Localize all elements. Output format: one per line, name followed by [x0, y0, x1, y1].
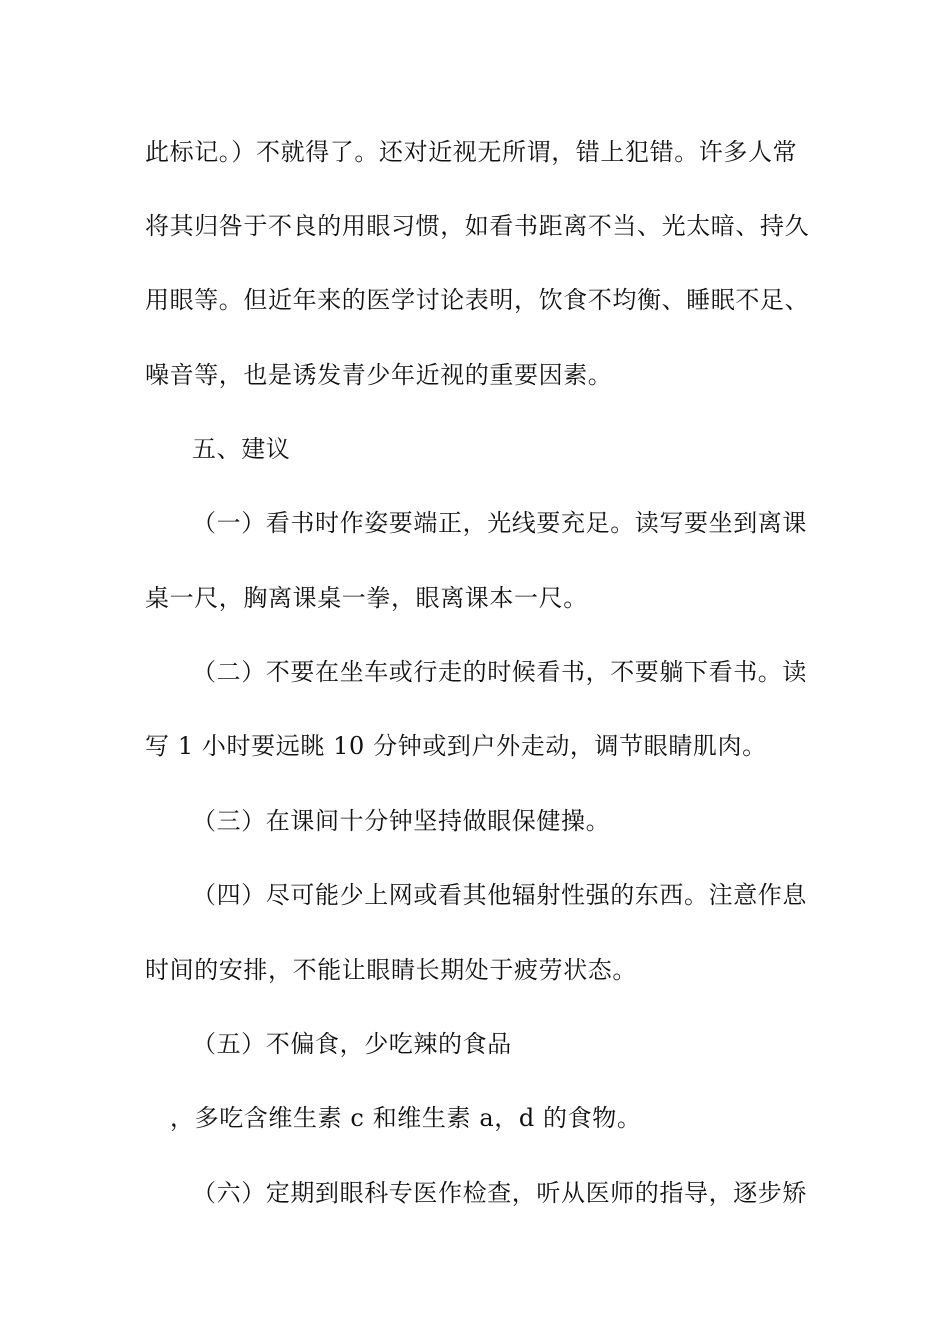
suggestion-2-line-2: 写 1 小时要远眺 10 分钟或到户外走动，调节眼睛肌肉。: [145, 732, 767, 760]
suggestion-5-line-2: ，多吃含维生素 c 和维生素 a，d 的食物。: [170, 1104, 642, 1132]
section-heading-suggestions: 五、建议: [192, 435, 291, 463]
paragraph-line-1: 此标记。）不就得了。还对近视无所谓，错上犯错。许多人常: [145, 138, 798, 166]
paragraph-line-3: 用眼等。但近年来的医学讨论表明，饮食不均衡、睡眠不足、: [145, 286, 810, 314]
suggestion-2-line-1: （二）不要在坐车或行走的时候看书，不要躺下看书。读: [192, 658, 807, 686]
suggestion-1-line-2: 桌一尺，胸离课桌一拳，眼离课本一尺。: [145, 584, 588, 612]
suggestion-3-line-1: （三）在课间十分钟坚持做眼保健操。: [192, 807, 611, 835]
suggestion-4-line-2: 时间的安排，不能让眼睛长期处于疲劳状态。: [145, 956, 637, 984]
suggestion-1-line-1: （一）看书时作姿要端正，光线要充足。读写要坐到离课: [192, 509, 807, 537]
paragraph-line-2: 将其归咎于不良的用眼习惯，如看书距离不当、光太暗、持久: [145, 212, 810, 240]
paragraph-line-4: 噪音等，也是诱发青少年近视的重要因素。: [145, 361, 613, 389]
suggestion-4-line-1: （四）尽可能少上网或看其他辐射性强的东西。注意作息: [192, 881, 807, 909]
suggestion-6-line-1: （六）定期到眼科专医作检查，听从医师的指导，逐步矫: [192, 1179, 807, 1207]
suggestion-5-line-1: （五）不偏食，少吃辣的食品: [192, 1030, 512, 1058]
